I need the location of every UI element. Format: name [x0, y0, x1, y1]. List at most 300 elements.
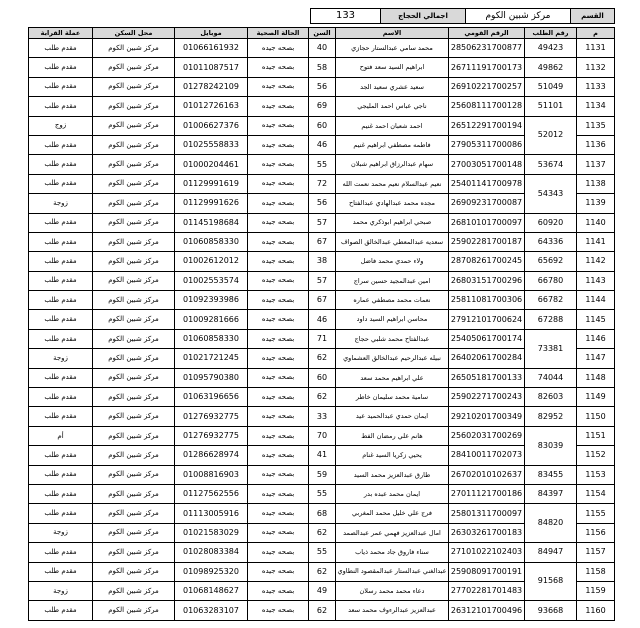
national-id-cell: 26909231700087	[449, 194, 525, 213]
serial-cell: 1141	[577, 232, 615, 251]
national-id-cell: 25608111700128	[449, 97, 525, 116]
table-row	[29, 155, 615, 174]
national-id-cell: 25811081700306	[449, 291, 525, 310]
application-no-cell: 84820	[525, 504, 577, 543]
serial-cell: 1158	[577, 562, 615, 581]
national-id-cell: 26910221700257	[449, 77, 525, 96]
application-no-cell: 84397	[525, 484, 577, 503]
health-cell: بصحه جيده	[248, 271, 309, 290]
col-serial-header: م	[577, 28, 615, 39]
national-id-cell: 27101022102403	[449, 543, 525, 562]
national-id-cell: 25902281700187	[449, 232, 525, 251]
relation-cell: مقدم طلب	[29, 271, 93, 290]
table-row	[29, 77, 615, 96]
table-row	[29, 213, 615, 232]
national-id-cell: 27905311700086	[449, 135, 525, 154]
mobile-cell: 01129991626	[175, 194, 248, 213]
health-cell: بصحه جيده	[248, 291, 309, 310]
mobile-cell: 01063196656	[175, 388, 248, 407]
col-national-id-header: الرقم القومي	[449, 28, 525, 39]
serial-cell: 1140	[577, 213, 615, 232]
serial-cell: 1145	[577, 310, 615, 329]
mobile-cell: 01006627376	[175, 116, 248, 135]
relation-cell: زوجة	[29, 523, 93, 542]
section-label: القسم	[571, 9, 615, 24]
application-no-cell: 82952	[525, 407, 577, 426]
national-id-cell: 27011121700186	[449, 484, 525, 503]
residence-cell: مركز شبين الكوم	[93, 465, 175, 484]
residence-cell: مركز شبين الكوم	[93, 77, 175, 96]
table-row	[29, 426, 615, 445]
serial-cell: 1142	[577, 252, 615, 271]
col-name-header: الاسم	[336, 28, 449, 39]
residence-cell: مركز شبين الكوم	[93, 407, 175, 426]
health-cell: بصحه جيده	[248, 232, 309, 251]
relation-cell: زوج	[29, 116, 93, 135]
serial-cell: 1131	[577, 39, 615, 58]
health-cell: بصحه جيده	[248, 504, 309, 523]
national-id-cell: 29210201700349	[449, 407, 525, 426]
relation-cell: زوجة	[29, 194, 93, 213]
national-id-cell: 26810101700097	[449, 213, 525, 232]
age-cell: 62	[309, 388, 336, 407]
health-cell: بصحه جيده	[248, 174, 309, 193]
health-cell: بصحه جيده	[248, 310, 309, 329]
application-no-cell: 54343	[525, 174, 577, 213]
mobile-cell: 01276932775	[175, 426, 248, 445]
name-cell: سعديه عبدالمعطي عبدالخالق الصواف	[336, 232, 449, 251]
application-no-cell: 64336	[525, 232, 577, 251]
health-cell: بصحه جيده	[248, 39, 309, 58]
age-cell: 69	[309, 97, 336, 116]
relation-cell: مقدم طلب	[29, 58, 93, 77]
residence-cell: مركز شبين الكوم	[93, 581, 175, 600]
name-cell: فرج علي خليل محمد المغربي	[336, 504, 449, 523]
name-cell: ابراهيم السيد سعد فتوح	[336, 58, 449, 77]
health-cell: بصحه جيده	[248, 194, 309, 213]
total-label: اجمالي الحجاج	[381, 9, 466, 24]
mobile-cell: 01012726163	[175, 97, 248, 116]
relation-cell: مقدم طلب	[29, 232, 93, 251]
mobile-cell: 01021583029	[175, 523, 248, 542]
serial-cell: 1155	[577, 504, 615, 523]
serial-cell: 1160	[577, 601, 615, 620]
table-row	[29, 39, 615, 58]
national-id-cell: 25405061700174	[449, 329, 525, 348]
relation-cell: مقدم طلب	[29, 601, 93, 620]
mobile-cell: 01286628974	[175, 446, 248, 465]
serial-cell: 1154	[577, 484, 615, 503]
health-cell: بصحه جيده	[248, 135, 309, 154]
application-no-cell: 60920	[525, 213, 577, 232]
age-cell: 57	[309, 271, 336, 290]
residence-cell: مركز شبين الكوم	[93, 310, 175, 329]
name-cell: علي ابراهيم محمد سعد	[336, 368, 449, 387]
serial-cell: 1143	[577, 271, 615, 290]
application-no-cell: 51049	[525, 77, 577, 96]
health-cell: بصحه جيده	[248, 58, 309, 77]
mobile-cell: 01092393986	[175, 291, 248, 310]
serial-cell: 1147	[577, 349, 615, 368]
mobile-cell: 01009281666	[175, 310, 248, 329]
age-cell: 67	[309, 232, 336, 251]
relation-cell: مقدم طلب	[29, 543, 93, 562]
table-row	[29, 174, 615, 193]
mobile-cell: 01060858330	[175, 329, 248, 348]
residence-cell: مركز شبين الكوم	[93, 484, 175, 503]
serial-cell: 1133	[577, 77, 615, 96]
name-cell: سناء فاروق جاد محمد ذياب	[336, 543, 449, 562]
age-cell: 46	[309, 310, 336, 329]
residence-cell: مركز شبين الكوم	[93, 252, 175, 271]
relation-cell: مقدم طلب	[29, 484, 93, 503]
section-value: مركز شبين الكوم	[466, 9, 571, 24]
name-cell: مجده محمد عبدالهادي عبدالفتاح	[336, 194, 449, 213]
age-cell: 41	[309, 446, 336, 465]
table-row	[29, 310, 615, 329]
national-id-cell: 26803151700296	[449, 271, 525, 290]
application-no-cell: 84947	[525, 543, 577, 562]
name-cell: يحيي زكريا السيد غنام	[336, 446, 449, 465]
mobile-cell: 01068148627	[175, 581, 248, 600]
summary-table	[310, 8, 615, 24]
residence-cell: مركز شبين الكوم	[93, 155, 175, 174]
col-mobile-header: موبايل	[175, 28, 248, 39]
serial-cell: 1152	[577, 446, 615, 465]
national-id-cell: 27912101700624	[449, 310, 525, 329]
name-cell: هانم علي رمضان الفط	[336, 426, 449, 445]
table-row	[29, 543, 615, 562]
age-cell: 62	[309, 349, 336, 368]
relation-cell: مقدم طلب	[29, 252, 93, 271]
mobile-cell: 01095790380	[175, 368, 248, 387]
mobile-cell: 01002553574	[175, 271, 248, 290]
national-id-cell: 26402061700284	[449, 349, 525, 368]
serial-cell: 1151	[577, 426, 615, 445]
age-cell: 55	[309, 484, 336, 503]
application-no-cell: 49423	[525, 39, 577, 58]
national-id-cell: 28410011702073	[449, 446, 525, 465]
national-id-cell: 25908091700191	[449, 562, 525, 581]
national-id-cell: 28506231700877	[449, 39, 525, 58]
age-cell: 57	[309, 213, 336, 232]
relation-cell: مقدم طلب	[29, 174, 93, 193]
age-cell: 67	[309, 291, 336, 310]
relation-cell: مقدم طلب	[29, 504, 93, 523]
serial-cell: 1153	[577, 465, 615, 484]
health-cell: بصحه جيده	[248, 252, 309, 271]
mobile-cell: 01278242109	[175, 77, 248, 96]
mobile-cell: 01145198684	[175, 213, 248, 232]
application-no-cell: 83039	[525, 426, 577, 465]
mobile-cell: 01127562556	[175, 484, 248, 503]
health-cell: بصحه جيده	[248, 349, 309, 368]
residence-cell: مركز شبين الكوم	[93, 446, 175, 465]
national-id-cell: 28708261700245	[449, 252, 525, 271]
relation-cell: مقدم طلب	[29, 77, 93, 96]
national-id-cell: 26303261700183	[449, 523, 525, 542]
health-cell: بصحه جيده	[248, 407, 309, 426]
residence-cell: مركز شبين الكوم	[93, 232, 175, 251]
health-cell: بصحه جيده	[248, 77, 309, 96]
application-no-cell: 74044	[525, 368, 577, 387]
residence-cell: مركز شبين الكوم	[93, 349, 175, 368]
health-cell: بصحه جيده	[248, 562, 309, 581]
table-header-row	[29, 28, 615, 39]
relation-cell: مقدم طلب	[29, 368, 93, 387]
national-id-cell: 27702281701483	[449, 581, 525, 600]
name-cell: نعمات محمد مصطفي عماره	[336, 291, 449, 310]
name-cell: ايمان محمد عبده بدر	[336, 484, 449, 503]
residence-cell: مركز شبين الكوم	[93, 426, 175, 445]
table-row	[29, 116, 615, 135]
table-row	[29, 368, 615, 387]
table-row	[29, 329, 615, 348]
age-cell: 62	[309, 562, 336, 581]
residence-cell: مركز شبين الكوم	[93, 213, 175, 232]
age-cell: 38	[309, 252, 336, 271]
mobile-cell: 01002612012	[175, 252, 248, 271]
serial-cell: 1134	[577, 97, 615, 116]
application-no-cell: 83455	[525, 465, 577, 484]
table-row	[29, 562, 615, 581]
name-cell: نعيم عبدالسلام نعيم محمد نعمت الله	[336, 174, 449, 193]
age-cell: 68	[309, 504, 336, 523]
relation-cell: مقدم طلب	[29, 213, 93, 232]
mobile-cell: 01028083384	[175, 543, 248, 562]
relation-cell: زوجة	[29, 581, 93, 600]
residence-cell: مركز شبين الكوم	[93, 116, 175, 135]
serial-cell: 1135	[577, 116, 615, 135]
residence-cell: مركز شبين الكوم	[93, 523, 175, 542]
age-cell: 59	[309, 465, 336, 484]
mobile-cell: 01008816903	[175, 465, 248, 484]
age-cell: 71	[309, 329, 336, 348]
residence-cell: مركز شبين الكوم	[93, 291, 175, 310]
residence-cell: مركز شبين الكوم	[93, 388, 175, 407]
health-cell: بصحه جيده	[248, 368, 309, 387]
table-row	[29, 504, 615, 523]
name-cell: محمد سامي عبدالستار حجازي	[336, 39, 449, 58]
relation-cell: مقدم طلب	[29, 446, 93, 465]
table-row	[29, 388, 615, 407]
name-cell: عبدالفتاح محمد شلبي حجاج	[336, 329, 449, 348]
table-row	[29, 58, 615, 77]
residence-cell: مركز شبين الكوم	[93, 135, 175, 154]
residence-cell: مركز شبين الكوم	[93, 504, 175, 523]
relation-cell: مقدم طلب	[29, 465, 93, 484]
health-cell: بصحه جيده	[248, 426, 309, 445]
serial-cell: 1138	[577, 174, 615, 193]
serial-cell: 1132	[577, 58, 615, 77]
age-cell: 46	[309, 135, 336, 154]
mobile-cell: 01021721245	[175, 349, 248, 368]
mobile-cell: 01063283107	[175, 601, 248, 620]
serial-cell: 1136	[577, 135, 615, 154]
name-cell: سهام عبدالرزاق ابراهيم شبلان	[336, 155, 449, 174]
national-id-cell: 25602031700269	[449, 426, 525, 445]
name-cell: دعاء محمد محمد رسلان	[336, 581, 449, 600]
table-row	[29, 465, 615, 484]
mobile-cell: 01066161932	[175, 39, 248, 58]
age-cell: 62	[309, 601, 336, 620]
age-cell: 55	[309, 543, 336, 562]
name-cell: عبدالغني عبدالستار عبدالمقصود النطاوي	[336, 562, 449, 581]
health-cell: بصحه جيده	[248, 484, 309, 503]
table-row	[29, 601, 615, 620]
age-cell: 49	[309, 581, 336, 600]
serial-cell: 1159	[577, 581, 615, 600]
relation-cell: مقدم طلب	[29, 310, 93, 329]
name-cell: سامية محمد سليمان خاطر	[336, 388, 449, 407]
national-id-cell: 25801311700097	[449, 504, 525, 523]
application-no-cell: 66782	[525, 291, 577, 310]
relation-cell: مقدم طلب	[29, 97, 93, 116]
residence-cell: مركز شبين الكوم	[93, 329, 175, 348]
relation-cell: مقدم طلب	[29, 39, 93, 58]
serial-cell: 1146	[577, 329, 615, 348]
name-cell: سعيد عشري سعيد الجد	[336, 77, 449, 96]
name-cell: ولاء حمدي محمد فاضل	[336, 252, 449, 271]
table-row	[29, 97, 615, 116]
residence-cell: مركز شبين الكوم	[93, 97, 175, 116]
name-cell: نبيله عبدالرحيم عبدالخالق العشماوي	[336, 349, 449, 368]
mobile-cell: 01025558833	[175, 135, 248, 154]
name-cell: امين عبدالمجيد حسين سراج	[336, 271, 449, 290]
relation-cell: مقدم طلب	[29, 407, 93, 426]
name-cell: احمد شعبان احمد غنيم	[336, 116, 449, 135]
national-id-cell: 26505181700133	[449, 368, 525, 387]
table-row	[29, 271, 615, 290]
name-cell: صبحي ابراهيم ابوذكري محمد	[336, 213, 449, 232]
application-no-cell: 65692	[525, 252, 577, 271]
serial-cell: 1148	[577, 368, 615, 387]
national-id-cell: 26512291700194	[449, 116, 525, 135]
name-cell: ناجي عباس احمد المليجي	[336, 97, 449, 116]
age-cell: 40	[309, 39, 336, 58]
residence-cell: مركز شبين الكوم	[93, 601, 175, 620]
health-cell: بصحه جيده	[248, 523, 309, 542]
relation-cell: مقدم طلب	[29, 135, 93, 154]
residence-cell: مركز شبين الكوم	[93, 543, 175, 562]
health-cell: بصحه جيده	[248, 213, 309, 232]
health-cell: بصحه جيده	[248, 465, 309, 484]
serial-cell: 1137	[577, 155, 615, 174]
relation-cell: مقدم طلب	[29, 329, 93, 348]
application-no-cell: 82603	[525, 388, 577, 407]
relation-cell: مقدم طلب	[29, 562, 93, 581]
national-id-cell: 26711191700173	[449, 58, 525, 77]
age-cell: 60	[309, 116, 336, 135]
national-id-cell: 25902271700243	[449, 388, 525, 407]
pilgrims-table	[28, 27, 615, 621]
serial-cell: 1156	[577, 523, 615, 542]
name-cell: ايمان حمدي عبدالحميد عيد	[336, 407, 449, 426]
relation-cell: زوجة	[29, 349, 93, 368]
table-body	[29, 39, 615, 621]
relation-cell: مقدم طلب	[29, 388, 93, 407]
name-cell: طارق عبدالعزيز محمد السيد	[336, 465, 449, 484]
serial-cell: 1149	[577, 388, 615, 407]
col-age-header: السن	[309, 28, 336, 39]
application-no-cell: 52012	[525, 116, 577, 155]
mobile-cell: 01129991619	[175, 174, 248, 193]
national-id-cell: 26702010102637	[449, 465, 525, 484]
table-row	[29, 484, 615, 503]
relation-cell: مقدم طلب	[29, 155, 93, 174]
age-cell: 72	[309, 174, 336, 193]
health-cell: بصحه جيده	[248, 116, 309, 135]
mobile-cell: 01098925320	[175, 562, 248, 581]
table-row	[29, 232, 615, 251]
age-cell: 56	[309, 194, 336, 213]
residence-cell: مركز شبين الكوم	[93, 174, 175, 193]
col-health-header: الحالة الصحية	[248, 28, 309, 39]
health-cell: بصحه جيده	[248, 329, 309, 348]
health-cell: بصحه جيده	[248, 446, 309, 465]
mobile-cell: 01276932775	[175, 407, 248, 426]
table-row	[29, 291, 615, 310]
application-no-cell: 91568	[525, 562, 577, 601]
residence-cell: مركز شبين الكوم	[93, 562, 175, 581]
col-residence-header: محل السكن	[93, 28, 175, 39]
serial-cell: 1139	[577, 194, 615, 213]
serial-cell: 1157	[577, 543, 615, 562]
residence-cell: مركز شبين الكوم	[93, 39, 175, 58]
age-cell: 62	[309, 523, 336, 542]
table-row	[29, 252, 615, 271]
health-cell: بصحه جيده	[248, 388, 309, 407]
serial-cell: 1150	[577, 407, 615, 426]
col-relation-header: عملة القرابة	[29, 28, 93, 39]
name-cell: محاسن ابراهيم السيد داود	[336, 310, 449, 329]
mobile-cell: 01113005916	[175, 504, 248, 523]
age-cell: 56	[309, 77, 336, 96]
residence-cell: مركز شبين الكوم	[93, 368, 175, 387]
age-cell: 60	[309, 368, 336, 387]
application-no-cell: 67288	[525, 310, 577, 329]
health-cell: بصحه جيده	[248, 543, 309, 562]
serial-cell: 1144	[577, 291, 615, 310]
national-id-cell: 27003051700148	[449, 155, 525, 174]
age-cell: 55	[309, 155, 336, 174]
residence-cell: مركز شبين الكوم	[93, 194, 175, 213]
table-row	[29, 407, 615, 426]
national-id-cell: 25401141700978	[449, 174, 525, 193]
age-cell: 33	[309, 407, 336, 426]
total-value: 133	[311, 9, 381, 24]
application-no-cell: 53674	[525, 155, 577, 174]
application-no-cell: 66780	[525, 271, 577, 290]
national-id-cell: 26312101700496	[449, 601, 525, 620]
name-cell: امال عبدالعزيز فهمي عمر عبدالصمد	[336, 523, 449, 542]
mobile-cell: 01011087517	[175, 58, 248, 77]
application-no-cell: 49862	[525, 58, 577, 77]
relation-cell: مقدم طلب	[29, 291, 93, 310]
health-cell: بصحه جيده	[248, 601, 309, 620]
health-cell: بصحه جيده	[248, 97, 309, 116]
age-cell: 58	[309, 58, 336, 77]
health-cell: بصحه جيده	[248, 581, 309, 600]
health-cell: بصحه جيده	[248, 155, 309, 174]
mobile-cell: 01000204461	[175, 155, 248, 174]
age-cell: 70	[309, 426, 336, 445]
mobile-cell: 01060858330	[175, 232, 248, 251]
col-application-no-header: رقم الطلب	[525, 28, 577, 39]
name-cell: فاطمه مصطفي ابراهيم غنيم	[336, 135, 449, 154]
application-no-cell: 93668	[525, 601, 577, 620]
name-cell: عبدالعزيز عبدالرءوف محمد سعد	[336, 601, 449, 620]
